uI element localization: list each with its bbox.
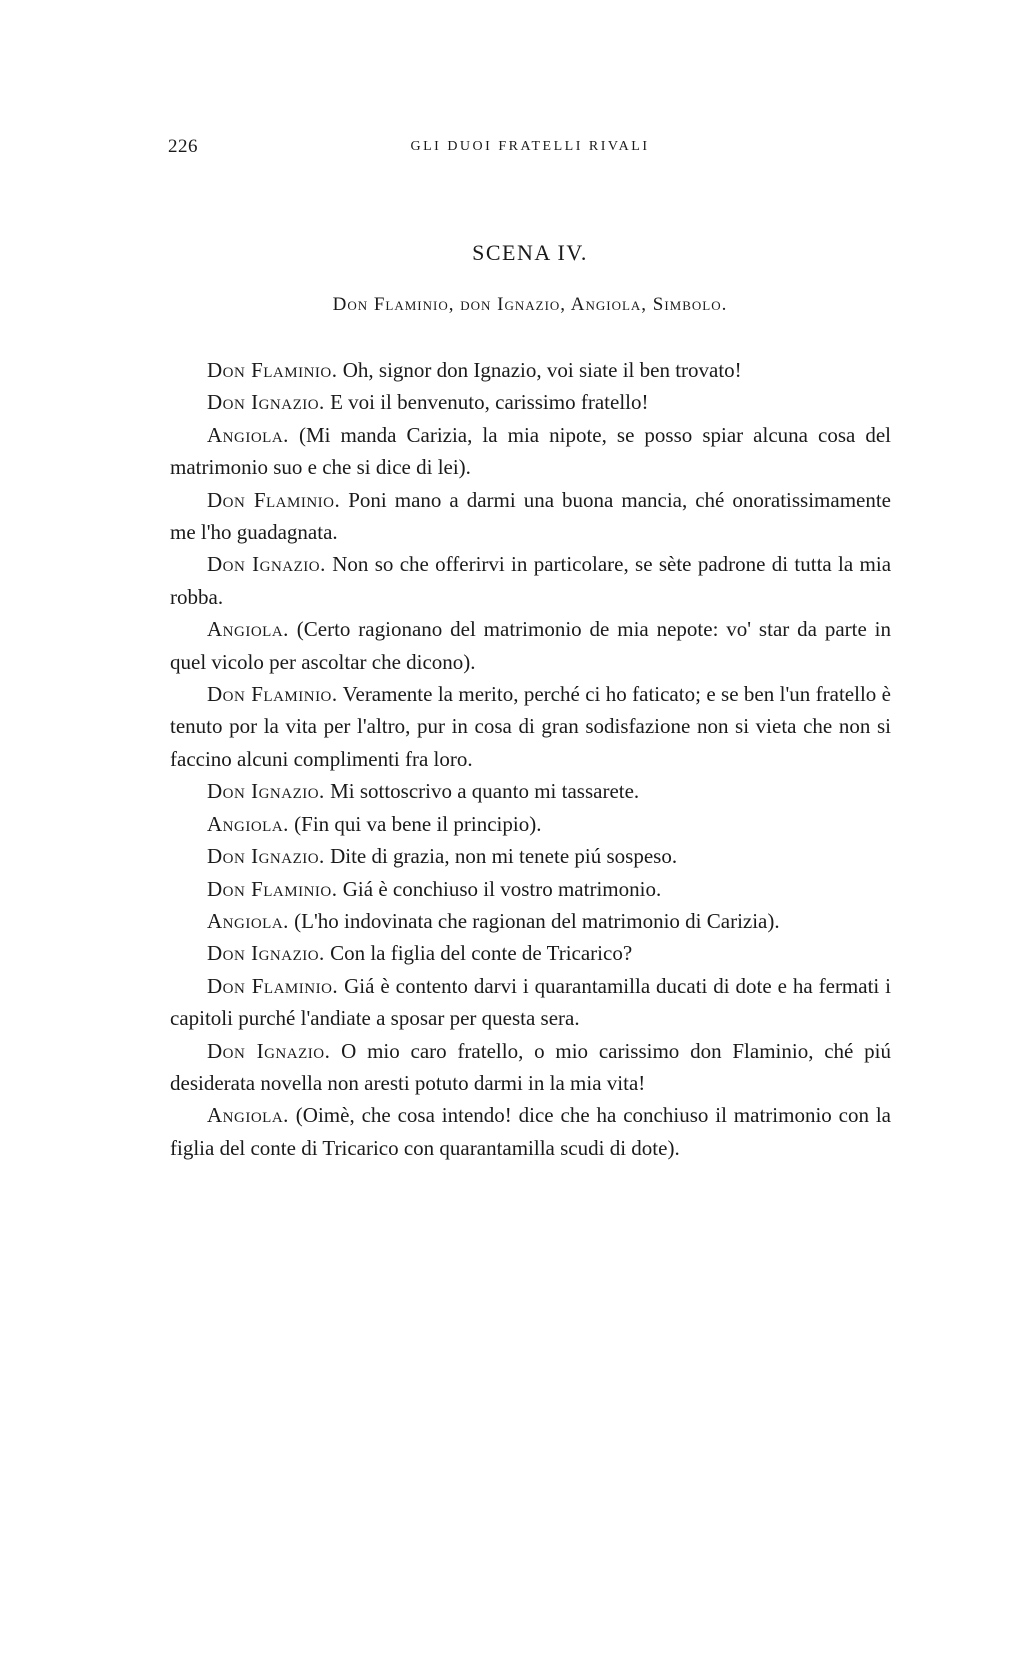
- speaker-name: Don Ignazio.: [207, 779, 325, 804]
- dialogue: [170, 354, 891, 1164]
- speaker-name: Angiola.: [207, 422, 289, 447]
- speech-text: (L'ho indovinata che ragionan del matrimonio di Carizia).: [294, 908, 780, 933]
- speech: [170, 613, 891, 678]
- speech-text: Veramente la merito, perché ci ho faticato; e se ben l'un fratello è tenuto por la vita per l'altro, pur in cosa di gran sodisfazione non si vieta che non si faccino alcuni complimenti fra loro.: [170, 682, 891, 771]
- speech-text: Con la figlia del conte de Tricarico?: [330, 941, 633, 966]
- speaker-name: Don Ignazio.: [207, 941, 325, 966]
- speech: [170, 808, 891, 840]
- speech-text: Dite di grazia, non mi tenete piú sospeso.: [330, 844, 678, 869]
- speech-text: E voi il benvenuto, carissimo fratello!: [330, 390, 649, 415]
- cast-list: Don Flaminio, don Ignazio, Angiola, Simbolo.: [332, 294, 728, 315]
- speech: [170, 970, 891, 1035]
- speech-text: Poni mano a darmi una buona mancia, ché onoratissimamente me l'ho guadagnata.: [170, 487, 892, 545]
- page-number: 226: [168, 136, 198, 157]
- speaker-name: Don Flaminio.: [207, 973, 339, 998]
- speech: [170, 484, 891, 549]
- speech-text: (Fin qui va bene il principio).: [294, 811, 542, 836]
- speaker-name: Don Flaminio.: [207, 682, 338, 707]
- speaker-name: Don Ignazio.: [207, 844, 325, 869]
- speech-text: Giá è conchiuso il vostro matrimonio.: [342, 876, 662, 901]
- speech: [170, 840, 891, 872]
- speech: [170, 1035, 891, 1100]
- speech-text: (Mi manda Carizia, la mia nipote, se posso spiar alcuna cosa del matrimonio suo e che si dice di lei).: [170, 422, 892, 480]
- speaker-name: Angiola.: [207, 811, 289, 836]
- speaker-name: Angiola.: [207, 908, 289, 933]
- speaker-name: Don Flaminio.: [207, 358, 338, 382]
- speaker-name: Don Ignazio.: [207, 552, 326, 577]
- speech: [170, 354, 891, 386]
- speaker-name: Don Ignazio.: [207, 390, 325, 415]
- speech-text: O mio caro fratello, o mio carissimo don Flaminio, ché piú desiderata novella non aresti potuto darmi in la mia vita!: [170, 1038, 891, 1095]
- speech: [170, 905, 891, 937]
- speech-text: (Certo ragionano del matrimonio de mia nepote: vo' star da parte in quel vicolo per ascoltar che dicono).: [170, 617, 892, 674]
- speaker-name: Angiola.: [207, 617, 289, 642]
- speaker-name: Don Ignazio.: [207, 1038, 331, 1063]
- running-head: [168, 136, 892, 160]
- speech: [170, 937, 891, 969]
- speech-text: Giá è contento darvi i quarantamilla ducati di dote e ha fermati i capitoli purché l'andiate a sposar per questa sera.: [170, 973, 892, 1031]
- speaker-name: Angiola.: [207, 1103, 289, 1128]
- speech: [170, 386, 891, 418]
- running-title: GLI DUOI FRATELLI RIVALI: [410, 139, 650, 154]
- speech: [170, 419, 891, 484]
- speech-text: (Oimè, che cosa intendo! dice che ha conchiuso il matrimonio con la figlia del conte di Tricarico con quarantamilla scudi di dote).: [170, 1103, 892, 1160]
- speech-text: Non so che offerirvi in particolare, se sète padrone di tutta la mia robba.: [170, 552, 892, 609]
- speech: [170, 678, 891, 775]
- speech: [170, 775, 891, 807]
- speech-text: Mi sottoscrivo a quanto mi tassarete.: [330, 779, 640, 804]
- speech-text: Oh, signor don Ignazio, voi siate il ben trovato!: [342, 358, 742, 382]
- speech: [170, 1099, 891, 1164]
- speaker-name: Don Flaminio.: [207, 876, 338, 901]
- speech: [170, 873, 891, 905]
- scene-heading: SCENA IV.: [472, 240, 588, 265]
- speaker-name: Don Flaminio.: [207, 487, 341, 512]
- speech: [170, 548, 891, 613]
